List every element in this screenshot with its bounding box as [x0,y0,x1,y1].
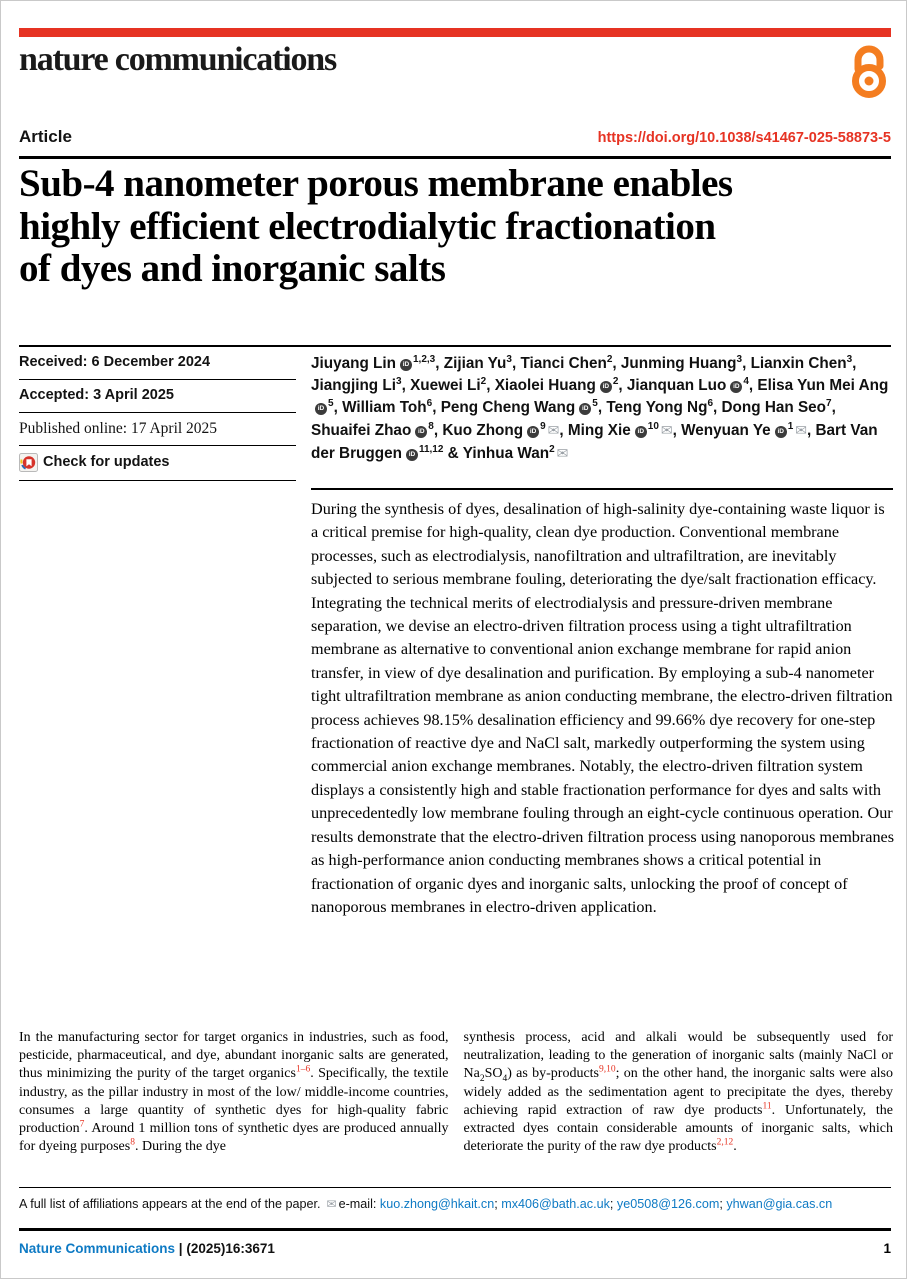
author-affiliation-sup: 6 [426,397,433,409]
author-name: Junming Huang [620,355,737,372]
open-access-icon [846,43,892,99]
author-separator: , [511,355,521,372]
crossmark-icon [19,453,38,472]
check-for-updates-label: Check for updates [43,454,170,470]
author-name: Jiangjing Li [311,377,396,394]
orcid-icon[interactable]: iD [400,359,412,371]
title-line: highly efficient electrodialytic fractionation [19,204,716,248]
author-separator: , [333,399,343,416]
author-separator: , [672,422,682,439]
author-affiliation-sup: 6 [707,397,713,409]
author-separator: , [806,422,816,439]
abstract-text: During the synthesis of dyes, desalination of high-salinity dye-containing waste liquor is a critical premise for high-quality, clean dye production. Conventional membrane processes, such as electrodialysis, nanofiltration and ultrafiltration, are inevitably subjected to serious membrane fouling, deteriorating the dye/salt fractionation efficacy. Integrating the technical merits of electrodialysis and pressure-driven membrane separation, we devise an electro-driven filtration process using a tight ultrafiltration membrane as alternative to conventional anion exchange membrane for rapid anion transfer, in view of dye desalination and purification. By employing a sub-4 nanometer tight ultrafiltration membrane as anion conducting membrane, the electro-driven filtration process achieves 98.15% desalination efficiency and 99.66% dye recovery for one-step fractionation of reactive dye and NaCl salt, markedly outperforming the system using commercial anion exchange membranes. Notably, the electro-driven filtration system displays a consistently high and stable fractionation performance for dyes and salts with unprecedentedly low membrane fouling through an eight-cycle continuous operation. Our results demonstrate that the electro-driven filtration process using nanoporous membranes as high-performance anion conducting membranes shows a critical potential in fractionation of organic dyes and inorganic salts, unlocking the proof of concept of nanoporous membranes in electro-driven application. [311,500,895,916]
author-affiliation-sup: 8 [428,420,434,432]
orcid-icon[interactable]: iD [415,426,427,438]
corresponding-author-envelope-icon[interactable]: ✉ [660,422,673,438]
author-affiliation-sup: 11,12 [418,443,444,455]
author-name: Lianxin Chen [750,355,847,372]
author-separator: , [433,422,443,439]
author-name: Jiuyang Lin [311,355,396,372]
orcid-icon[interactable]: iD [579,403,591,415]
author-separator: , [559,422,568,439]
email-link[interactable]: mx406@bath.ac.uk [501,1197,610,1211]
author-name: Dong Han Seo [721,399,827,416]
author-affiliation-sup: 3 [506,353,512,365]
header-rule [19,156,891,159]
author-name: Ming Xie [567,422,631,439]
author-affiliation-sup: 4 [743,375,749,387]
check-for-updates[interactable] [19,446,296,481]
received-date: Received: 6 December 2024 [19,347,296,380]
chemical-subscript: 4 [502,1074,508,1085]
author-name: Tianci Chen [520,355,607,372]
author-affiliation-sup: 1 [787,420,794,432]
orcid-icon[interactable]: iD [406,449,418,461]
author-affiliation-sup: 2 [549,443,555,455]
author-separator: , [831,399,836,416]
author-separator: , [432,399,441,416]
author-affiliation-sup: 3 [396,375,402,387]
reference-link[interactable]: 2,12 [716,1137,734,1148]
author-separator: , [486,377,495,394]
author-separator: , [742,355,751,372]
email-label: e-mail: [338,1197,377,1211]
author-affiliation-sup: 2 [606,353,613,365]
author-name: Elisa Yun Mei Ang [757,377,889,394]
author-name: Jianquan Luo [626,377,727,394]
orcid-icon[interactable]: iD [600,381,612,393]
author-affiliation-sup: 1,2,3 [413,353,436,365]
author-separator: , [618,377,627,394]
author-affiliation-sup: 2 [480,375,487,387]
author-separator: , [401,377,411,394]
orcid-icon[interactable]: iD [775,426,787,438]
email-link[interactable]: yhwan@gia.cas.cn [726,1197,833,1211]
orcid-icon[interactable]: iD [315,403,327,415]
doi-link[interactable]: https://doi.org/10.1038/s41467-025-58873-5 [597,130,891,146]
author-name: Shuaifei Zhao [311,422,412,439]
journal-citation [19,1241,275,1256]
author-affiliation-sup: 3 [846,353,853,365]
corresponding-author-envelope-icon[interactable]: ✉ [547,422,560,438]
author-affiliation-sup: 7 [826,397,832,409]
author-affiliation-sup: 10 [647,420,659,432]
intro-left-column: In the manufacturing sector for target organics in industries, such as food, pesticide, pharmaceutical, and dye, abundant inorganic salts are generated, thus minimizing the purity of the target organics$^{1-6}$. Specifically, the textile industry, as the pillar industry in most of the low/ middle-income countries, consumes a large quantity of synthetic dyes for high-quality fabric production$^7$. Around 1 million tons of synthetic dyes are produced annually for dyeing purposes$^8$. During the dye [19,1030,449,1155]
journal-wordmark: nature communications [19,41,337,78]
article-type-label: Article [19,127,72,146]
affiliations-line [19,1196,893,1212]
author-name: Yinhua Wan [462,445,550,462]
chemical-subscript: 2 [479,1074,485,1085]
reference-link[interactable]: 1–6 [295,1064,311,1075]
title-line: of dyes and inorganic salts [19,247,446,290]
journal-citation-link[interactable]: Nature Communications [19,1241,176,1256]
email-links: kuo.zhong@hkait.cn; mx406@bath.ac.uk; ye0508@126.com; yhwan@gia.cas.cn [379,1197,833,1211]
author-affiliation-sup: 9 [540,420,546,432]
orcid-icon[interactable]: iD [730,381,742,393]
author-name: Xuewei Li [410,377,481,394]
accepted-date: Accepted: 3 April 2025 [19,380,296,413]
author-name: Kuo Zhong [442,422,524,439]
author-affiliation-sup: 3 [736,353,743,365]
corresponding-author-envelope-icon[interactable]: ✉ [795,422,807,438]
page-title [19,163,899,291]
affiliations-note: A full list of affiliations appears at the end of the paper. [19,1197,321,1211]
author-separator: , [852,355,857,372]
orcid-icon[interactable]: iD [635,426,647,438]
author-name: Peng Cheng Wang [440,399,576,416]
orcid-icon[interactable]: iD [527,426,539,438]
citation-volume: | (2025)16:3671 [178,1241,275,1256]
email-link[interactable]: ye0508@126.com [616,1197,720,1211]
author-separator: , [597,399,607,416]
author-affiliation-sup: 5 [328,397,334,409]
introduction-section [19,1029,893,1156]
author-separator: , [713,399,722,416]
published-date: Published online: 17 April 2025 [19,413,296,446]
author-name: Wenyuan Ye [681,422,771,439]
article-meta-row [19,127,891,147]
citation-row [19,1241,891,1256]
abstract-rule [311,488,893,490]
author-name: Xiaolei Huang [494,377,596,394]
title-line: Sub-4 nanometer porous membrane enables [19,162,733,205]
author-name: Bart Van der Bruggen [311,422,878,462]
reference-link[interactable]: 7 [79,1119,85,1130]
author-separator: , [748,377,758,394]
author-name: William Toh [342,399,427,416]
author-separator: & [443,445,463,462]
corresponding-author-envelope-icon[interactable]: ✉ [556,445,569,461]
email-link[interactable]: kuo.zhong@hkait.cn [379,1197,495,1211]
reference-link[interactable]: 11 [762,1101,772,1112]
author-name: Zijian Yu [443,355,507,372]
brand-red-bar [19,28,891,37]
author-list [311,353,893,465]
page-number: 1 [883,1241,891,1256]
email-envelope-icon: ✉ [326,1197,337,1211]
footer-hairline [19,1187,891,1188]
dates-box [19,347,296,481]
intro-right-column: synthesis process, acid and alkali would be subsequently used for neutralization, leading to the generation of inorganic salts (mainly NaCl or $Na_2SO_4$) as by-products$^{9,10}$; on the other hand, the inorganic salts were also widely added as the sedimentation agent to precipitate the dyes, thereby achieving rapid extraction of raw dye products$^{11}$. Unfortunately, the extracted dyes contain considerable amounts of inorganic salts, which deteriorate the purity of the raw dye products$^{2,12}$. [463,1030,893,1155]
author-affiliation-sup: 5 [592,397,598,409]
author-name: Teng Yong Ng [606,399,708,416]
footer-rule [19,1228,891,1231]
author-separator: , [612,355,621,372]
reference-link[interactable]: 8 [130,1137,135,1148]
author-affiliation-sup: 2 [612,375,619,387]
author-separator: , [435,355,444,372]
reference-link[interactable]: 9,10 [599,1064,616,1075]
